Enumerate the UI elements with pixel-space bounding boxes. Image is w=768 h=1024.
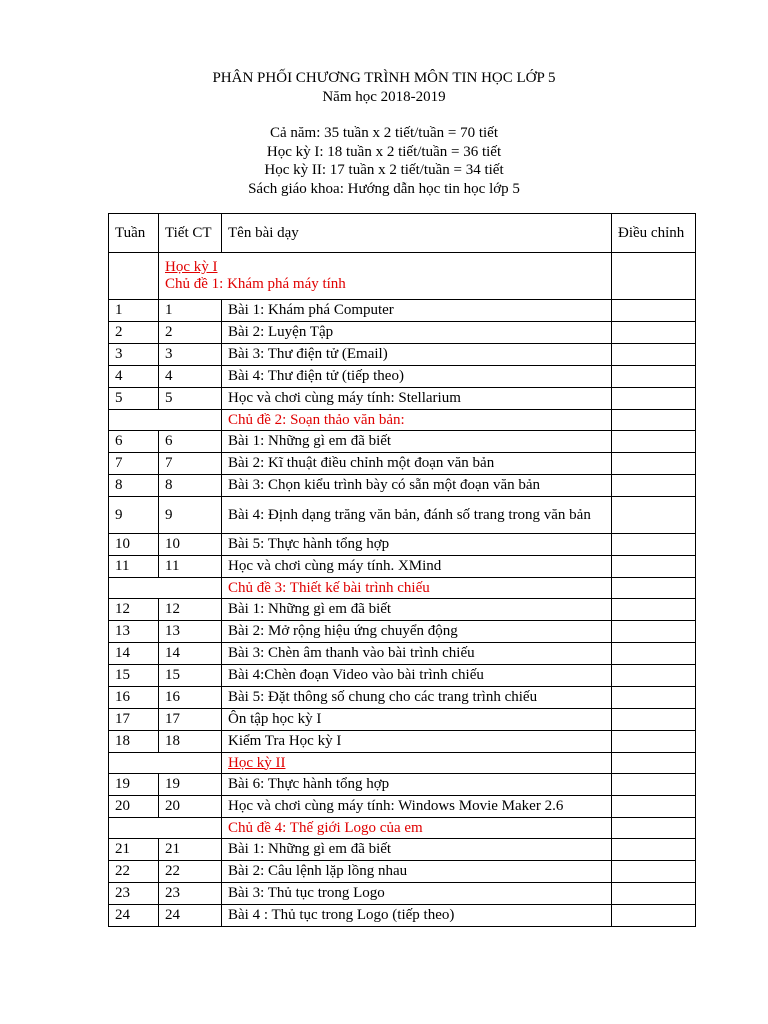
week-cell: 4 bbox=[109, 366, 159, 388]
semester1-periods: Học kỳ I: 18 tuần x 2 tiết/tuần = 36 tiết bbox=[266, 143, 502, 160]
period-cell: 19 bbox=[159, 774, 222, 796]
summary-block bbox=[0, 124, 768, 198]
adjust-cell bbox=[612, 861, 696, 883]
period-cell: 11 bbox=[159, 556, 222, 578]
table-row bbox=[109, 905, 696, 927]
table-header bbox=[109, 214, 696, 253]
lesson-cell: Bài 1: Những gì em đã biết bbox=[222, 839, 612, 861]
table-row bbox=[109, 599, 696, 621]
table-row bbox=[109, 665, 696, 687]
topic2-label: Chủ đề 2: Soạn thảo văn bản: bbox=[222, 410, 612, 431]
lesson-cell: Bài 3: Chọn kiểu trình bày có sẵn một đoạn văn bản bbox=[222, 475, 612, 497]
week-cell: 13 bbox=[109, 621, 159, 643]
total-periods: Cả năm: 35 tuần x 2 tiết/tuần = 70 tiết bbox=[269, 125, 498, 141]
period-cell: 2 bbox=[159, 322, 222, 344]
period-cell: 15 bbox=[159, 665, 222, 687]
period-cell: 16 bbox=[159, 687, 222, 709]
adjust-cell bbox=[612, 599, 696, 621]
lesson-cell: Bài 6: Thực hành tổng hợp bbox=[222, 774, 612, 796]
period-cell: 6 bbox=[159, 431, 222, 453]
lesson-cell: Bài 1: Những gì em đã biết bbox=[222, 431, 612, 453]
week-cell: 3 bbox=[109, 344, 159, 366]
week-cell: 9 bbox=[109, 497, 159, 534]
table-row bbox=[109, 388, 696, 410]
lesson-cell: Học và chơi cùng máy tính: Stellarium bbox=[222, 388, 612, 410]
adjust-cell bbox=[612, 709, 696, 731]
lesson-cell: Bài 4 : Thủ tục trong Logo (tiếp theo) bbox=[222, 905, 612, 927]
adjust-cell bbox=[612, 388, 696, 410]
week-cell: 24 bbox=[109, 905, 159, 927]
table-row bbox=[109, 687, 696, 709]
period-cell: 12 bbox=[159, 599, 222, 621]
table-row bbox=[109, 534, 696, 556]
week-cell: 20 bbox=[109, 796, 159, 818]
table-row bbox=[109, 796, 696, 818]
lesson-cell: Bài 2: Câu lệnh lặp lồng nhau bbox=[222, 861, 612, 883]
topic2-row bbox=[109, 410, 696, 431]
adjust-cell bbox=[612, 687, 696, 709]
adjust-cell bbox=[612, 731, 696, 753]
adjust-cell bbox=[612, 453, 696, 475]
lesson-cell: Bài 4: Định dạng trăng văn bản, đánh số trang trong văn bản bbox=[222, 497, 612, 534]
lesson-cell: Bài 4:Chèn đoạn Video vào bài trình chiếu bbox=[222, 665, 612, 687]
week-cell: 11 bbox=[109, 556, 159, 578]
header-week: Tuần bbox=[109, 214, 159, 253]
week-cell: 16 bbox=[109, 687, 159, 709]
lesson-cell: Học và chơi cùng máy tính. XMind bbox=[222, 556, 612, 578]
adjust-cell bbox=[612, 475, 696, 497]
table-row bbox=[109, 366, 696, 388]
textbook: Sách giáo khoa: Hướng dẫn học tin học lớp 5 bbox=[248, 180, 520, 197]
week-cell: 12 bbox=[109, 599, 159, 621]
period-cell: 14 bbox=[159, 643, 222, 665]
week-cell: 10 bbox=[109, 534, 159, 556]
table-row bbox=[109, 431, 696, 453]
lesson-cell: Bài 1: Những gì em đã biết bbox=[222, 599, 612, 621]
period-cell: 8 bbox=[159, 475, 222, 497]
week-cell: 14 bbox=[109, 643, 159, 665]
adjust-cell bbox=[612, 643, 696, 665]
week-cell: 19 bbox=[109, 774, 159, 796]
topic4-row bbox=[109, 818, 696, 839]
period-cell: 23 bbox=[159, 883, 222, 905]
period-cell: 5 bbox=[159, 388, 222, 410]
table-row bbox=[109, 731, 696, 753]
semester2-periods: Học kỳ II: 17 tuần x 2 tiết/tuần = 34 tiết bbox=[264, 162, 504, 178]
adjust-cell bbox=[612, 839, 696, 861]
lesson-cell: Bài 4: Thư điện tử (tiếp theo) bbox=[222, 366, 612, 388]
adjust-cell bbox=[612, 556, 696, 578]
lesson-cell: Bài 3: Chèn âm thanh vào bài trình chiếu bbox=[222, 643, 612, 665]
curriculum-table bbox=[108, 213, 696, 927]
semester2-row bbox=[109, 753, 696, 774]
lesson-cell: Bài 2: Mở rộng hiệu ứng chuyển động bbox=[222, 621, 612, 643]
period-cell: 22 bbox=[159, 861, 222, 883]
table-row bbox=[109, 774, 696, 796]
table-row bbox=[109, 453, 696, 475]
table-row bbox=[109, 556, 696, 578]
period-cell: 18 bbox=[159, 731, 222, 753]
week-cell: 8 bbox=[109, 475, 159, 497]
adjust-cell bbox=[612, 534, 696, 556]
week-cell: 6 bbox=[109, 431, 159, 453]
week-cell: 23 bbox=[109, 883, 159, 905]
period-cell: 9 bbox=[159, 497, 222, 534]
week-cell: 5 bbox=[109, 388, 159, 410]
table-row bbox=[109, 839, 696, 861]
week-cell: 21 bbox=[109, 839, 159, 861]
week-cell: 15 bbox=[109, 665, 159, 687]
adjust-cell bbox=[612, 665, 696, 687]
week-cell: 22 bbox=[109, 861, 159, 883]
week-cell: 18 bbox=[109, 731, 159, 753]
adjust-cell bbox=[612, 366, 696, 388]
period-cell: 4 bbox=[159, 366, 222, 388]
adjust-cell bbox=[612, 883, 696, 905]
period-cell: 21 bbox=[159, 839, 222, 861]
header-period: Tiết CT bbox=[159, 214, 222, 253]
period-cell: 10 bbox=[159, 534, 222, 556]
lesson-cell: Bài 2: Luyện Tập bbox=[222, 322, 612, 344]
table-row bbox=[109, 621, 696, 643]
header-lesson: Tên bài dạy bbox=[222, 214, 612, 253]
period-cell: 1 bbox=[159, 300, 222, 322]
semester2-label: Học kỳ II bbox=[222, 753, 612, 774]
topic3-label: Chủ đề 3: Thiết kế bài trình chiếu bbox=[222, 578, 612, 599]
adjust-cell bbox=[612, 344, 696, 366]
lesson-cell: Bài 2: Kĩ thuật điều chỉnh một đoạn văn bản bbox=[222, 453, 612, 475]
table-row bbox=[109, 861, 696, 883]
adjust-cell bbox=[612, 796, 696, 818]
topic1-label: Chủ đề 1: Khám phá máy tính bbox=[165, 276, 346, 292]
topic3-row bbox=[109, 578, 696, 599]
table-row bbox=[109, 300, 696, 322]
lesson-cell: Ôn tập học kỳ I bbox=[222, 709, 612, 731]
period-cell: 13 bbox=[159, 621, 222, 643]
table-row bbox=[109, 322, 696, 344]
table-row bbox=[109, 709, 696, 731]
table-row bbox=[109, 344, 696, 366]
adjust-cell bbox=[612, 774, 696, 796]
period-cell: 3 bbox=[159, 344, 222, 366]
header-adjust: Điều chỉnh bbox=[612, 214, 696, 253]
lesson-cell: Bài 5: Thực hành tổng hợp bbox=[222, 534, 612, 556]
adjust-cell bbox=[612, 905, 696, 927]
adjust-cell bbox=[612, 621, 696, 643]
table-row bbox=[109, 497, 696, 534]
week-cell: 1 bbox=[109, 300, 159, 322]
lesson-cell: Bài 3: Thủ tục trong Logo bbox=[222, 883, 612, 905]
week-cell: 17 bbox=[109, 709, 159, 731]
adjust-cell bbox=[612, 497, 696, 534]
week-cell: 7 bbox=[109, 453, 159, 475]
adjust-cell bbox=[612, 322, 696, 344]
lesson-cell: Bài 5: Đặt thông số chung cho các trang trình chiếu bbox=[222, 687, 612, 709]
lesson-cell: Bài 3: Thư điện tử (Email) bbox=[222, 344, 612, 366]
table-row bbox=[109, 883, 696, 905]
period-cell: 7 bbox=[159, 453, 222, 475]
semester1-row bbox=[109, 253, 696, 300]
school-year: Năm học 2018-2019 bbox=[322, 89, 446, 105]
adjust-cell bbox=[612, 300, 696, 322]
lesson-cell: Kiểm Tra Học kỳ I bbox=[222, 731, 612, 753]
period-cell: 20 bbox=[159, 796, 222, 818]
table-row bbox=[109, 475, 696, 497]
table-row bbox=[109, 643, 696, 665]
topic4-label: Chủ đề 4: Thế giới Logo của em bbox=[222, 818, 612, 839]
document-title: PHÂN PHỐI CHƯƠNG TRÌNH MÔN TIN HỌC LỚP 5 bbox=[212, 70, 556, 86]
lesson-cell: Học và chơi cùng máy tính: Windows Movie Maker 2.6 bbox=[222, 796, 612, 818]
period-cell: 17 bbox=[159, 709, 222, 731]
week-cell: 2 bbox=[109, 322, 159, 344]
semester1-label: Học kỳ I bbox=[165, 259, 218, 275]
adjust-cell bbox=[612, 431, 696, 453]
period-cell: 24 bbox=[159, 905, 222, 927]
lesson-cell: Bài 1: Khám phá Computer bbox=[222, 300, 612, 322]
